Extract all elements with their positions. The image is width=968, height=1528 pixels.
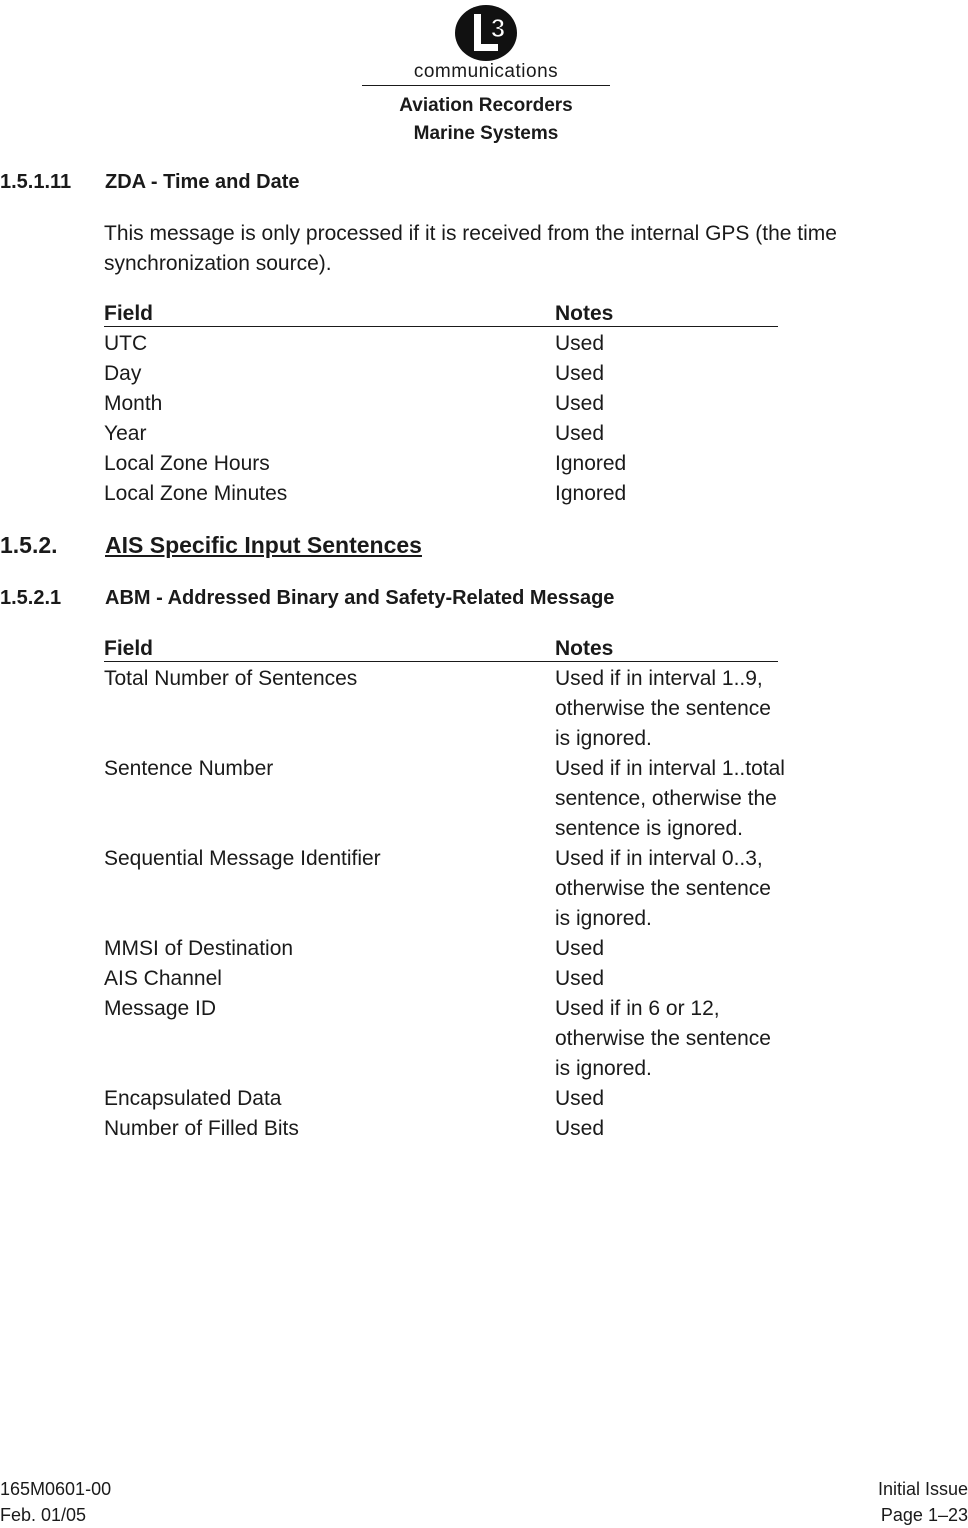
field-cell: AIS Channel <box>104 967 222 990</box>
table-row <box>104 449 864 479</box>
company-header <box>362 0 610 150</box>
notes-cell <box>555 1084 604 1114</box>
notes-line: sentence is ignored. <box>555 817 743 840</box>
notes-line: Used <box>555 967 605 990</box>
notes-line: otherwise the sentence <box>555 877 771 900</box>
notes-line: sentence, otherwise the <box>555 787 777 810</box>
notes-line: Ignored <box>555 452 627 475</box>
section-title: ABM - Addressed Binary and Safety-Related Message <box>105 587 615 609</box>
notes-line: Ignored <box>555 482 627 505</box>
notes-line: Used <box>555 362 605 385</box>
table-row <box>104 844 864 934</box>
notes-line: Used <box>555 392 605 415</box>
notes-line: Used <box>555 422 605 445</box>
notes-line: otherwise the sentence <box>555 1027 771 1050</box>
notes-line: Used <box>555 1117 605 1140</box>
table-row <box>104 419 864 449</box>
notes-cell <box>555 844 771 934</box>
field-cell: Month <box>104 392 163 415</box>
section-title: ZDA - Time and Date <box>105 171 300 193</box>
field-cell: Message ID <box>104 997 217 1020</box>
table-row <box>104 964 864 994</box>
notes-cell <box>555 359 604 389</box>
notes-cell <box>555 449 626 479</box>
notes-line: Used <box>555 1087 605 1110</box>
notes-line: Used <box>555 937 605 960</box>
notes-line: is ignored. <box>555 727 652 750</box>
table-row <box>104 1114 864 1144</box>
doc-date: Feb. 01/05 <box>0 1505 87 1525</box>
notes-cell <box>555 934 604 964</box>
doc-number: 165M0601-00 <box>0 1479 112 1499</box>
table-row <box>104 479 864 509</box>
table-row <box>104 389 864 419</box>
notes-line: Used <box>555 332 605 355</box>
table-row <box>104 329 864 359</box>
svg-text:3: 3 <box>490 13 506 43</box>
notes-line: otherwise the sentence <box>555 697 771 720</box>
field-cell: Day <box>104 362 142 385</box>
field-cell: Local Zone Hours <box>104 452 270 475</box>
header-line-1: Aviation Recorders <box>399 95 573 116</box>
logo-wordmark: communications <box>413 61 559 82</box>
field-cell: UTC <box>104 332 148 355</box>
issue-label: Initial Issue <box>877 1479 968 1499</box>
notes-line: Used if in interval 1..total <box>555 757 785 780</box>
field-cell: Sequential Message Identifier <box>104 847 381 870</box>
abm-table-header <box>104 637 778 662</box>
field-cell: Number of Filled Bits <box>104 1117 299 1140</box>
intro-line: This message is only processed if it is received from the internal GPS (the time <box>104 222 837 245</box>
notes-cell <box>555 479 626 509</box>
table-row <box>104 664 864 754</box>
notes-cell <box>555 994 771 1084</box>
table-row <box>104 994 864 1084</box>
notes-line: Used if in interval 0..3, <box>555 847 763 870</box>
footer-right <box>878 1476 968 1528</box>
zda-table-header <box>104 302 778 327</box>
notes-cell <box>555 329 604 359</box>
table-row <box>104 934 864 964</box>
notes-cell <box>555 754 785 844</box>
column-header-field: Field <box>104 302 154 325</box>
section-title: AIS Specific Input Sentences <box>105 532 422 558</box>
notes-cell <box>555 664 771 754</box>
column-header-notes: Notes <box>555 637 614 660</box>
field-cell: Year <box>104 422 147 445</box>
table-row <box>104 359 864 389</box>
section-number: 1.5.1.11 <box>0 171 72 193</box>
notes-line: Used if in 6 or 12, <box>555 997 720 1020</box>
notes-cell <box>555 389 604 419</box>
notes-line: is ignored. <box>555 907 652 930</box>
field-cell: Sentence Number <box>104 757 274 780</box>
header-line-2: Marine Systems <box>413 123 559 144</box>
header-rule <box>362 85 610 86</box>
section-number: 1.5.2.1 <box>0 587 62 609</box>
page-number: Page 1–23 <box>880 1505 968 1525</box>
footer-left <box>0 1476 111 1528</box>
section-intro <box>104 219 924 279</box>
notes-cell <box>555 419 604 449</box>
field-cell: Encapsulated Data <box>104 1087 282 1110</box>
intro-line: synchronization source). <box>104 252 332 275</box>
table-row <box>104 1084 864 1114</box>
notes-line: is ignored. <box>555 1057 652 1080</box>
column-header-field: Field <box>104 637 154 660</box>
table-row <box>104 754 864 844</box>
field-cell: Local Zone Minutes <box>104 482 288 505</box>
notes-line: Used if in interval 1..9, <box>555 667 763 690</box>
column-header-notes: Notes <box>555 302 614 325</box>
notes-cell <box>555 1114 604 1144</box>
field-cell: MMSI of Destination <box>104 937 294 960</box>
section-number: 1.5.2. <box>0 532 58 558</box>
field-cell: Total Number of Sentences <box>104 667 358 690</box>
notes-cell <box>555 964 604 994</box>
l3-logo-icon <box>454 4 518 62</box>
